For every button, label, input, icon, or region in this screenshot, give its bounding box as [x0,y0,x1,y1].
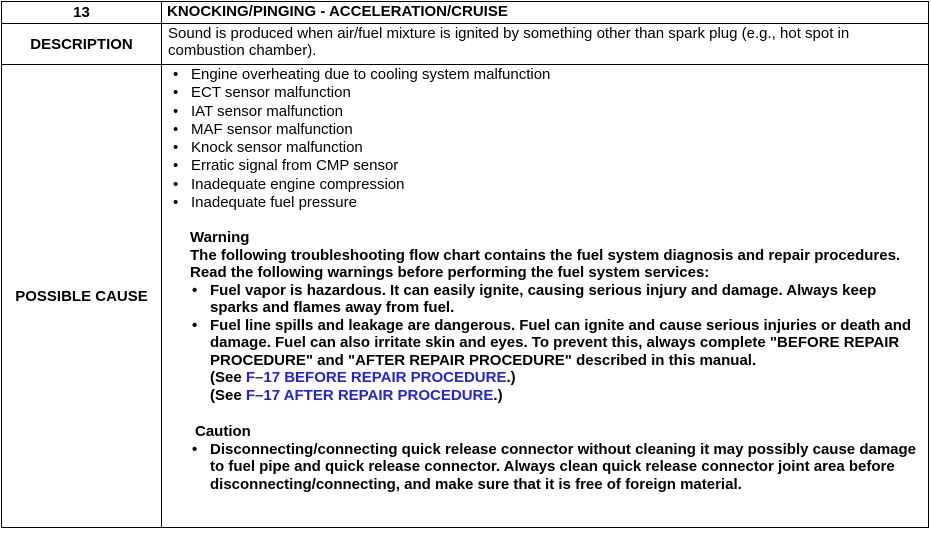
symptom-title: KNOCKING/PINGING - ACCELERATION/CRUISE [162,2,929,24]
cause-item: • MAF sensor malfunction [171,121,926,139]
caution-title: Caution [195,423,251,441]
description-text: Sound is produced when air/fuel mixture is ignited by something other than spark plug (e.g., hot spot in combustion chamber). [162,24,929,65]
see-after-reference [190,387,926,405]
cause-list [162,65,926,212]
warning-title: Warning [190,229,250,247]
see-suffix: .) [506,369,516,387]
troubleshooting-table [1,1,929,528]
warning-item: • Fuel vapor is hazardous. It can easily ignite, causing serious injury and damage. Always keep sparks and flames away from fuel. [190,282,926,317]
caution-block [195,423,926,493]
cause-item: • ECT sensor malfunction [171,84,926,102]
warning-block [190,229,926,404]
after-repair-procedure-link[interactable]: F–17 AFTER REPAIR PROCEDURE [245,386,494,404]
warning-item: • Fuel line spills and leakage are dangerous. Fuel can ignite and cause serious injuries or death and damage. Fuel can also irritate skin and eyes. To prevent this, always complete "BEFORE REPAIR PROCEDURE" and "AFTER REPAIR PROCEDURE" described in this manual. [190,317,926,370]
possible-cause-row [2,65,929,528]
cause-item: • IAT sensor malfunction [171,103,926,121]
before-repair-procedure-link[interactable]: F–17 BEFORE REPAIR PROCEDURE [245,369,507,387]
see-prefix: (See [210,369,246,387]
possible-cause-content [162,65,929,528]
caution-list [195,441,926,494]
description-row [2,24,929,65]
cause-item: • Knock sensor malfunction [171,139,926,157]
see-prefix: (See [210,386,246,404]
symptom-number: 13 [2,2,162,24]
description-label: DESCRIPTION [2,24,162,65]
cause-item: • Engine overheating due to cooling system malfunction [171,66,926,84]
see-suffix: .) [493,386,503,404]
cause-item: • Erratic signal from CMP sensor [171,157,926,175]
header-row [2,2,929,24]
warning-intro: The following troubleshooting flow chart contains the fuel system diagnosis and repair procedures. Read the following warnings before performing the fuel system services: [190,246,901,282]
see-before-reference [190,369,926,387]
cause-item: • Inadequate engine compression [171,176,926,194]
caution-item: • Disconnecting/connecting quick release connector without cleaning it may possibly cause damage to fuel pipe and quick release connector. Always clean quick release connector joint area before disconnecting/connecting, and make sure that it is free of foreign material. [195,441,926,494]
cause-item: • Inadequate fuel pressure [171,194,926,212]
possible-cause-label: POSSIBLE CAUSE [2,65,162,528]
warning-list [190,282,926,370]
